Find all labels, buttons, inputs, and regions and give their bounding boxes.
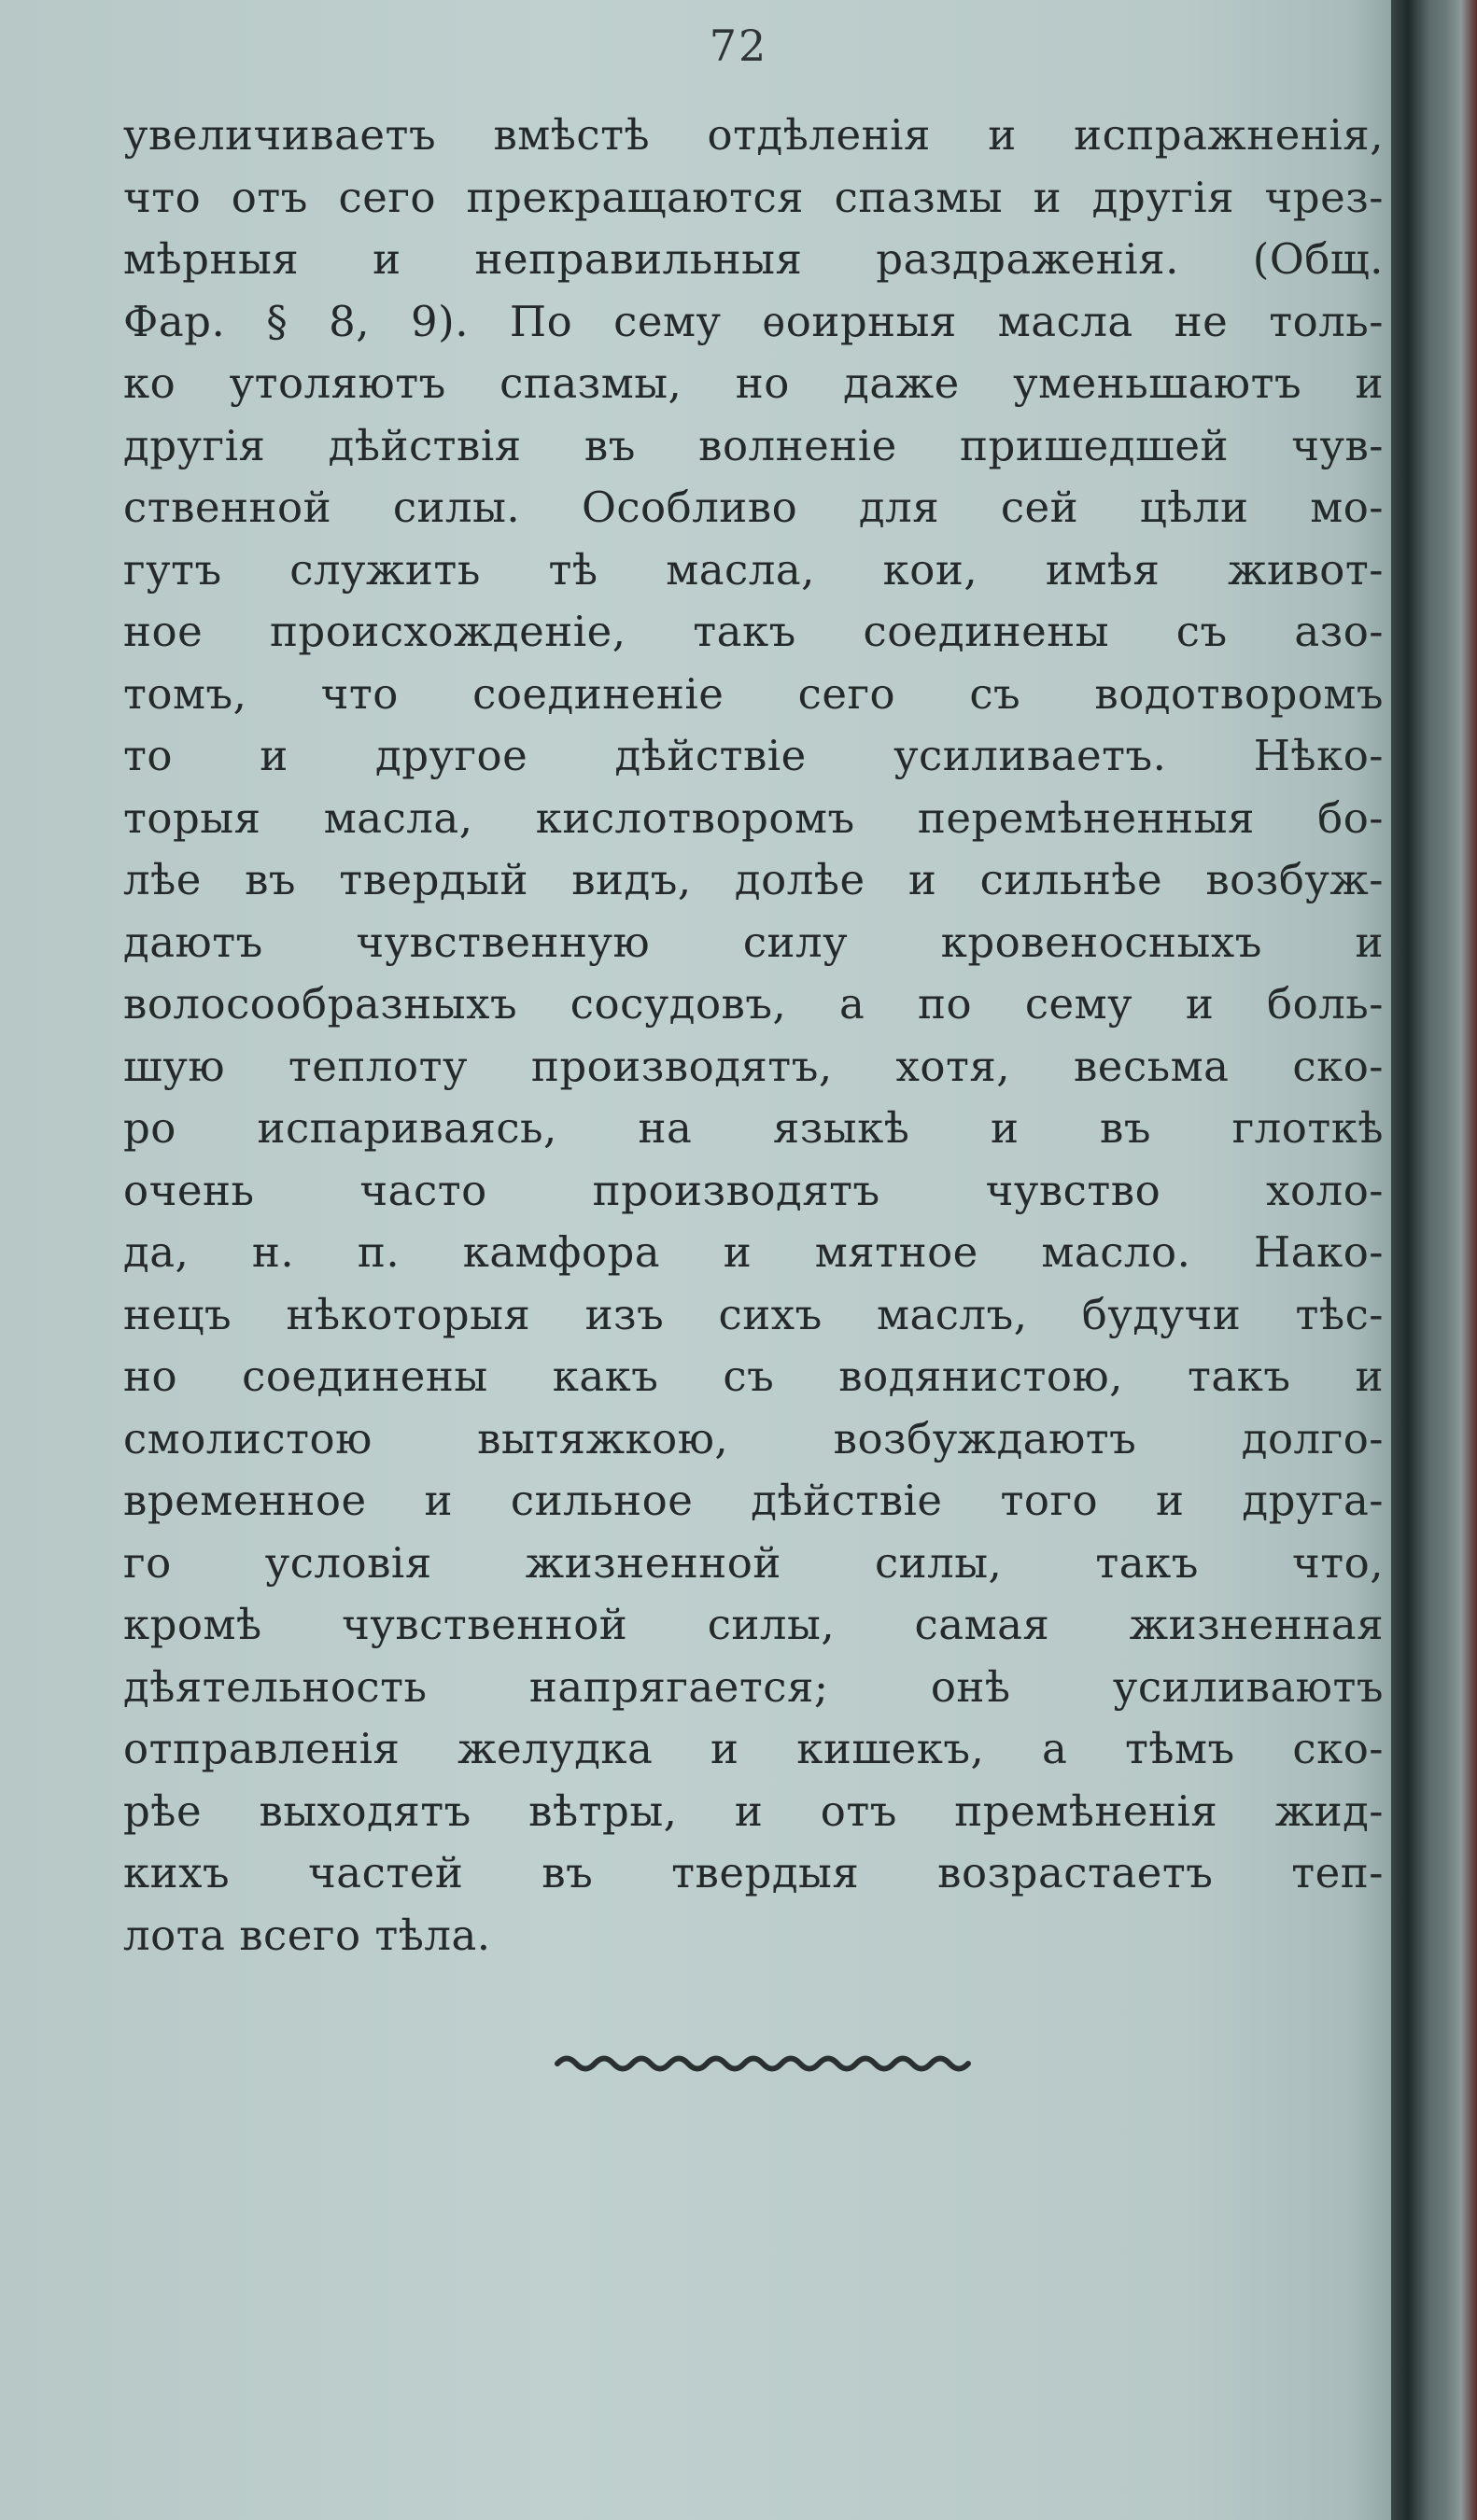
text-line-22: смолистою вытяжкою, возбуждаютъ долго- [123,1413,1384,1463]
text-line-7: ственной силы. Особливо для сей цѣли мо- [123,483,1384,532]
text-line-2: что отъ сего прекращаются спазмы и другія чрез- [123,172,1384,222]
text-line-10: томъ, что соединеніе сего съ водотворомъ [123,668,1384,719]
text-line-16: шую теплоту производятъ, хотя, весьма ско- [123,1041,1384,1091]
text-line-3: мѣрныя и неправильныя раздраженія. (Общ. [123,234,1384,284]
text-line-14: даютъ чувственную силу кровеносныхъ и [123,917,1384,967]
page-number: 72 [709,21,768,71]
text-line-19: да, н. п. камфора и мятное масло. Нако- [123,1227,1384,1277]
text-line-8: гутъ служить тѣ масла, кои, имѣя живот- [123,544,1384,595]
text-line-23: временное и сильное дѣйствіе того и друга- [123,1476,1384,1525]
cover-edge [1445,0,1477,2520]
text-line-18: очень часто производятъ чувство холо- [123,1165,1384,1215]
body-text [123,105,1384,1967]
text-line-1: увеличиваетъ вмѣстѣ отдѣленія и испражненія, [123,110,1384,160]
text-line-13: лѣе въ твердый видъ, долѣе и сильнѣе возбуж- [123,855,1384,904]
text-line-11: то и другое дѣйствіе усиливаетъ. Нѣко- [123,731,1384,780]
text-line-4: Фар. § 8, 9). По сему ѳоирныя масла не толь- [123,296,1384,346]
text-line-28: рѣе выходятъ вѣтры, и отъ премѣненія жид- [123,1785,1384,1836]
wavy-line-divider [553,2050,982,2078]
text-line-29: кихъ частей въ твердыя возрастаетъ теп- [123,1848,1384,1897]
text-line-12: торыя масла, кислотворомъ перемѣненныя бо- [123,792,1384,843]
text-line-27: отправленія желудка и кишекъ, а тѣмъ ско- [123,1724,1384,1773]
text-line-5: ко утоляютъ спазмы, но даже уменьшаютъ и [123,358,1384,408]
text-line-9: ное происхожденіе, такъ соединены съ азо- [123,607,1384,656]
text-line-17: ро испариваясь, на языкѣ и въ глоткѣ [123,1103,1384,1153]
text-line-26: дѣятельность напрягается; онѣ усиливаютъ [123,1661,1384,1712]
text-line-6: другія дѣйствія въ волненіе пришедшей чув- [123,420,1384,470]
text-line-24: го условія жизненной силы, такъ что, [123,1537,1384,1588]
text-line-30: лота всего тѣла. [123,1910,491,1960]
text-line-20: нецъ нѣкоторыя изъ сихъ маслъ, будучи тѣс- [123,1289,1384,1339]
text-line-25: кромѣ чувственной силы, самая жизненная [123,1600,1384,1649]
text-line-21: но соединены какъ съ водянистою, такъ и [123,1351,1384,1401]
text-line-15: волосообразныхъ сосудовъ, а по сему и боль- [123,979,1384,1029]
